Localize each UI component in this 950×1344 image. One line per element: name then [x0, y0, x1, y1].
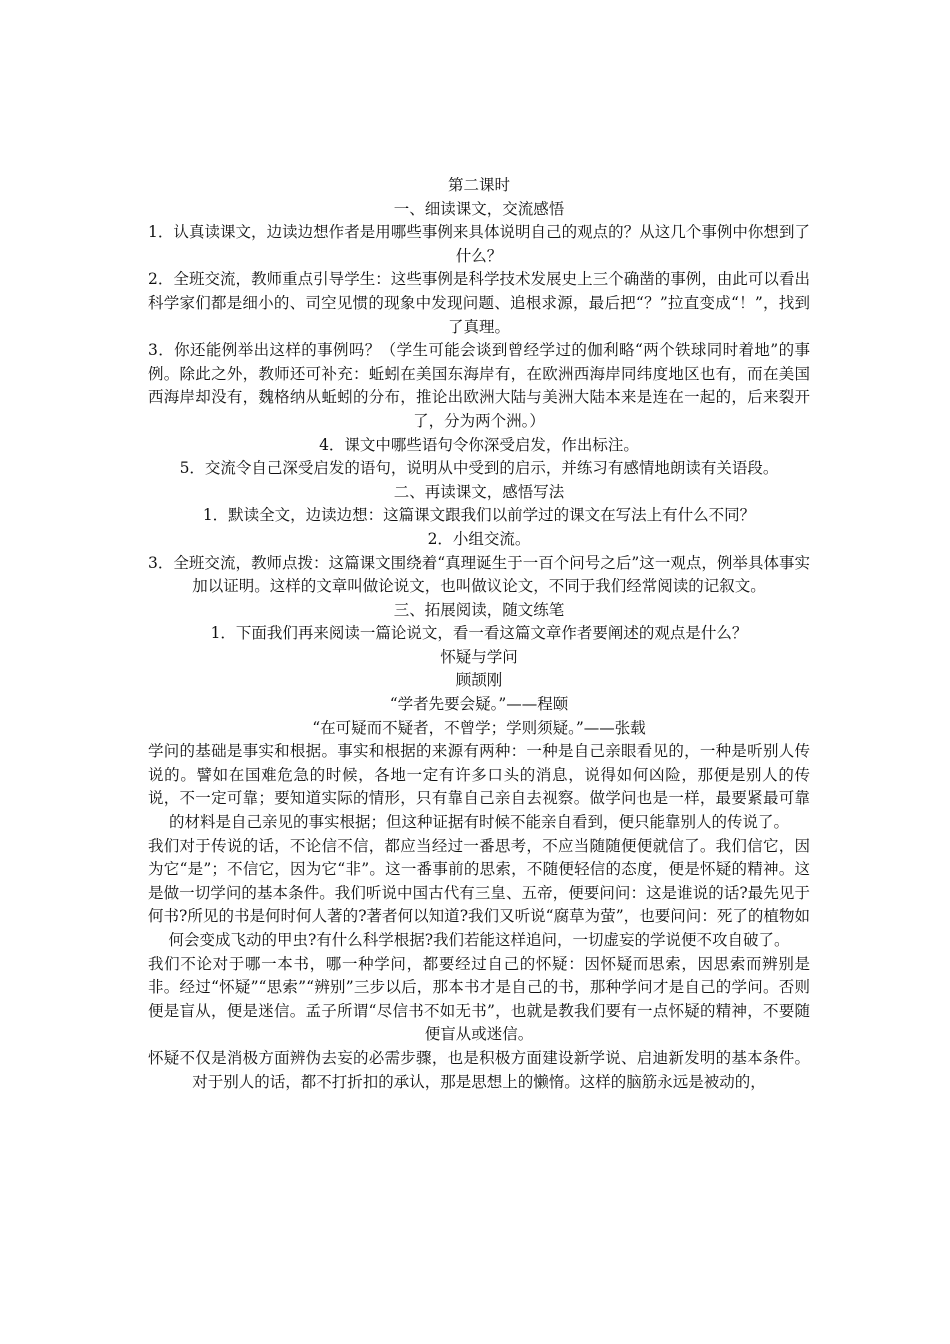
list-item: 2．全班交流，教师重点引导学生：这些事例是科学技术发展史上三个确凿的事例，由此可以看出科学家们都是细小的、司空见惯的现象中发现问题、追根求源，最后把“？”拉直变成“！”，找到了真理。 — [148, 270, 810, 336]
list-item: 5．交流令自己深受启发的语句，说明从中受到的启示，并练习有感情地朗读有关语段。 — [179, 459, 779, 478]
article-paragraph: 学问的基础是事实和根据。事实和根据的来源有两种：一种是自己亲眼看见的，一种是听别人传说的。譬如在国难危急的时候，各地一定有许多口头的消息，说得如何凶险，那便是别人的传说，不一定可靠；要知道实际的情形，只有靠自己亲自去视察。做学问也是一样，最要紧最可靠的材料是自己亲见的事实根据；但这种证据有时候不能亲自看到，便只能靠别人的传说了。 — [148, 742, 810, 832]
section-heading: 一、细读课文，交流感悟 — [393, 199, 565, 218]
list-item: 1．默读全文，边读边想：这篇课文跟我们以前学过的课文在写法上有什么不同？ — [202, 506, 756, 525]
article-paragraph: 我们对于传说的话，不论信不信，都应当经过一番思考，不应当随随便便就信了。我们信它，因为它“是”；不信它，因为它“非”。这一番事前的思索，不随便轻信的态度，便是怀疑的精神。这是做一切学问的基本条件。我们听说中国古代有三皇、五帝，便要问问：这是谁说的话?最先见于何书?所见的书是何时何人著的?著者何以知道?我们又听说“腐草为萤”，也要问问：死了的植物如何会变成飞动的甲虫?有什么科学根据?我们若能这样追问，一切虚妄的学说便不攻自破了。 — [148, 836, 810, 949]
list-item: 3．你还能例举出这样的事例吗？（学生可能会谈到曾经学过的伽利略“两个铁球同时着地”的事例。除此之外，教师还可补充：蚯蚓在美国东海岸有，在欧洲西海岸同纬度地区也有，而在美国西海岸却没有，魏格纳从蚯蚓的分布，推论出欧洲大陆与美洲大陆本来是连在一起的，后来裂开了，分为两个洲。） — [148, 341, 810, 430]
section-heading: 二、再读课文，感悟写法 — [393, 482, 565, 501]
list-item: 1．下面我们再来阅读一篇论说文，看一看这篇文章作者要阐述的观点是什么？ — [210, 624, 748, 643]
section-heading: 三、拓展阅读，随文练笔 — [393, 600, 565, 619]
epigraph-quote: “学者先要会疑。”——程颐 — [389, 695, 569, 714]
article-author: 顾颉刚 — [455, 671, 503, 690]
list-item: 4．课文中哪些语句令你深受启发，作出标注。 — [319, 435, 639, 454]
article-paragraph: 怀疑不仅是消极方面辨伪去妄的必需步骤，也是积极方面建设新学说、启迪新发明的基本条件。对于别人的话，都不打折扣的承认，那是思想上的懒惰。这样的脑筋永远是被动的， — [148, 1048, 810, 1091]
article-paragraph: 我们不论对于哪一本书，哪一种学问，都要经过自己的怀疑：因怀疑而思索，因思索而辨别是非。经过“怀疑”“思索”“辨别”三步以后，那本书才是自己的书，那种学问才是自己的学问。否则便是盲从，便是迷信。孟子所谓“尽信书不如无书”，也就是教我们要有一点怀疑的精神，不要随便盲从或迷信。 — [148, 954, 810, 1044]
list-item: 2．小组交流。 — [427, 529, 531, 548]
list-item: 1．认真读课文，边读边想作者是用哪些事例来具体说明自己的观点的？从这几个事例中你想到了什么？ — [148, 223, 810, 265]
list-item: 3．全班交流，教师点拨：这篇课文围绕着“真理诞生于一百个问号之后”这一观点，例举具体事实加以证明。这样的文章叫做论说文，也叫做议论文，不同于我们经常阅读的记叙文。 — [148, 553, 810, 596]
epigraph-quote: “在可疑而不疑者，不曾学；学则须疑。”——张载 — [312, 718, 646, 737]
lesson-title: 第二课时 — [447, 176, 510, 194]
article-title: 怀疑与学问 — [440, 647, 518, 666]
